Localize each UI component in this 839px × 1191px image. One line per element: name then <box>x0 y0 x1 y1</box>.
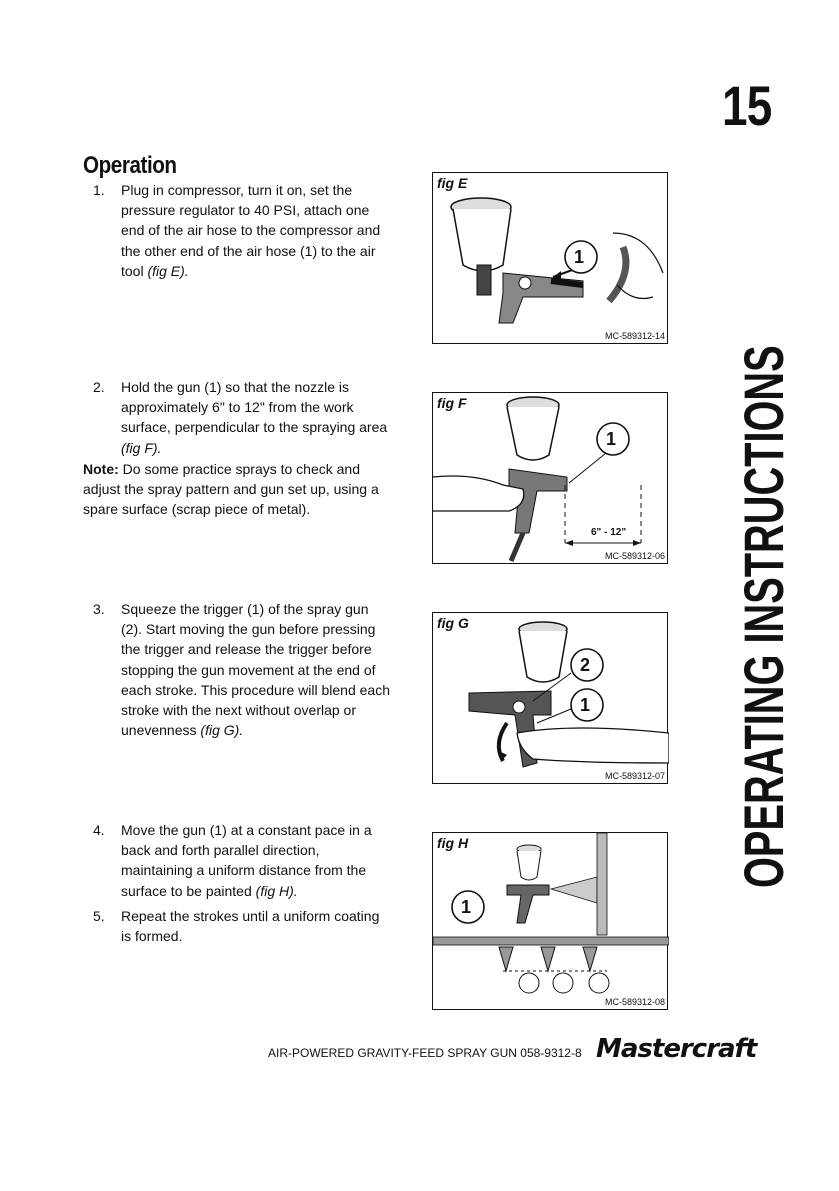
figure-label: fig F <box>437 395 467 411</box>
figure-label: fig G <box>437 615 469 631</box>
note-label: Note: <box>83 461 119 477</box>
figure-code: MC-589312-07 <box>604 771 665 781</box>
step-3 <box>93 599 393 740</box>
step-number: 5. <box>93 908 105 924</box>
fig-ref: (fig F). <box>121 439 162 456</box>
figure-code: MC-589312-06 <box>604 551 665 561</box>
figure-g <box>432 612 668 784</box>
callout-1: 1 <box>580 695 591 715</box>
note-text: Do some practice sprays to check and adjust the spray pattern and gun set up, using a spare surface (scrap piece of metal). <box>83 461 379 518</box>
callout-1: 1 <box>461 897 472 917</box>
figure-label: fig H <box>437 835 469 851</box>
distance-label: 6" - 12" <box>591 527 627 538</box>
figure-label: fig E <box>437 175 468 191</box>
fig-ref: (fig E). <box>147 262 189 279</box>
fig-ref: (fig H). <box>255 882 298 899</box>
trigger-squeeze-illustration <box>433 613 669 785</box>
step-number: 1. <box>93 182 105 198</box>
spray-distance-illustration <box>433 393 669 565</box>
step-1 <box>93 180 393 281</box>
product-footer: AIR-POWERED GRAVITY-FEED SPRAY GUN 058-9312-8 <box>268 1046 582 1060</box>
callout-1: 1 <box>574 247 585 267</box>
fig-ref: (fig G). <box>200 722 244 739</box>
side-section-title: OPERATING INSTRUCTIONS <box>732 345 795 888</box>
callout-2: 2 <box>580 655 591 675</box>
step-text: Move the gun (1) at a constant pace in a back and forth parallel direction, maintaining a uniform distance from the surface to be painted <box>121 822 372 899</box>
note <box>83 459 383 520</box>
brand-logo: Mastercraft <box>596 1034 757 1064</box>
step-2 <box>93 377 393 458</box>
step-text: Plug in compressor, turn it on, set the pressure regulator to 40 PSI, attach one end of the air hose to the compressor and the other end of the air hose (1) to the air tool <box>121 182 381 279</box>
figure-h <box>432 832 668 1010</box>
figure-e <box>432 172 668 344</box>
figure-code: MC-589312-14 <box>604 331 665 341</box>
step-text: Repeat the strokes until a uniform coating is formed. <box>121 908 380 945</box>
page-number: 15 <box>722 74 772 137</box>
figure-f <box>432 392 668 564</box>
step-number: 3. <box>93 601 105 617</box>
figure-code: MC-589312-08 <box>604 997 665 1007</box>
spray-pattern-illustration <box>433 833 669 1011</box>
step-4 <box>93 820 393 901</box>
spray-gun-hose-illustration <box>433 173 669 345</box>
step-number: 4. <box>93 822 105 838</box>
section-title: Operation <box>83 152 177 179</box>
step-5 <box>93 906 393 946</box>
step-text: Hold the gun (1) so that the nozzle is approximately 6" to 12" from the work surface, perpendicular to the spraying area <box>121 379 388 436</box>
step-text: Squeeze the trigger (1) of the spray gun (2). Start moving the gun before pressing the trigger and release the trigger before stopping the gun movement at the end of each stroke. This procedure will blend each stroke with the next without overlap or unevenness <box>121 601 391 739</box>
step-number: 2. <box>93 379 105 395</box>
callout-1: 1 <box>606 429 617 449</box>
